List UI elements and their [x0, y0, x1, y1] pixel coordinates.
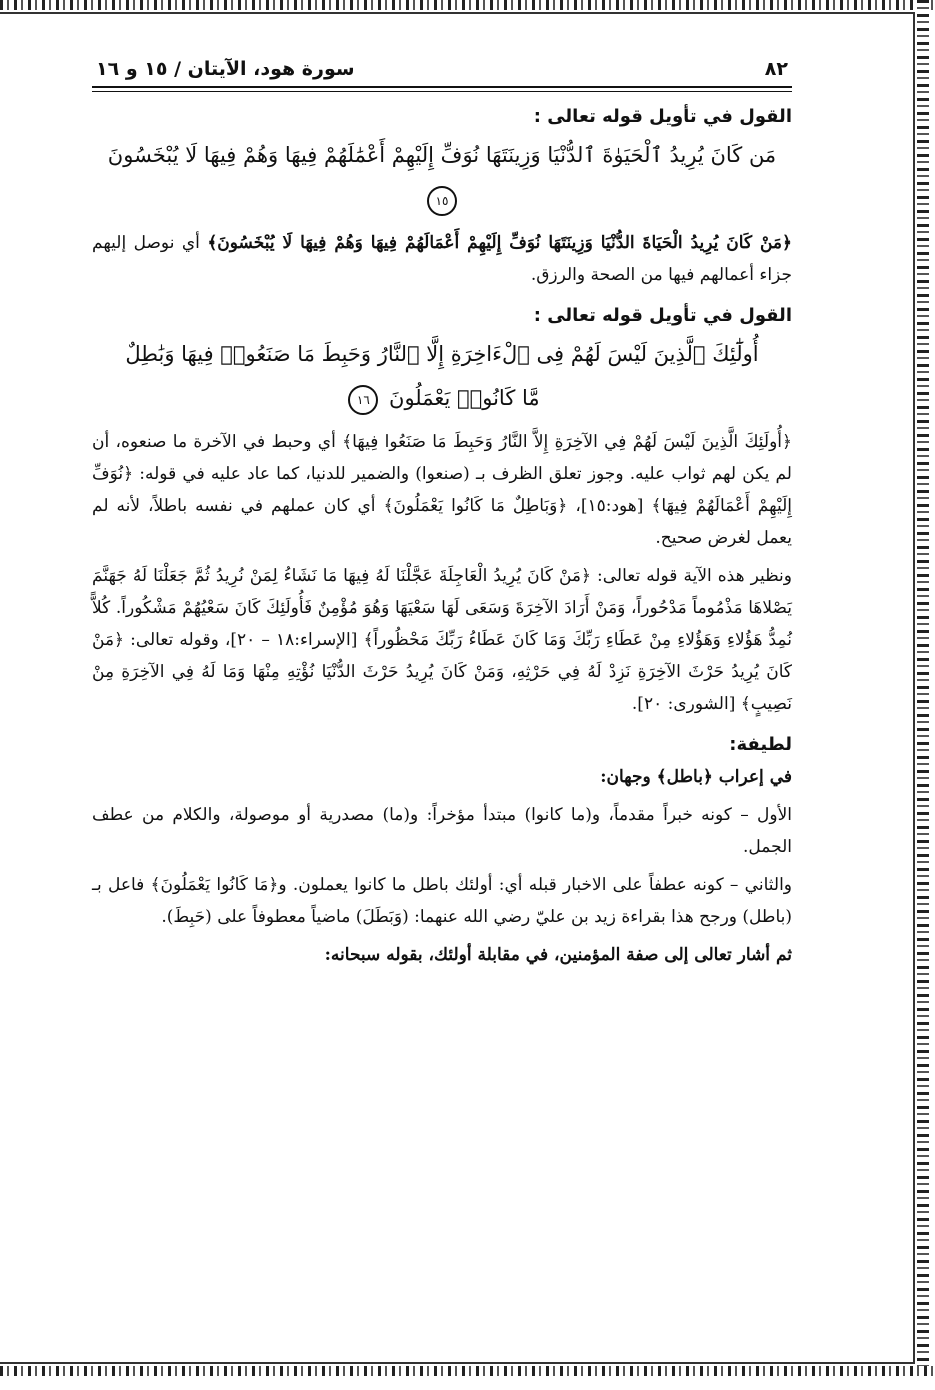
verse-line: أُولَٰٓئِكَ ٱلَّذِينَ لَيْسَ لَهُمْ فِى ٱلْءَاخِرَةِ إِلَّا ٱلنَّارُ وَحَبِطَ مَا صَنَعُوا۟ فِيهَا وَبَٰطِلٌ [125, 342, 759, 366]
page-number: ٨٢ [764, 58, 788, 80]
page-header [92, 58, 792, 88]
border-top-line [0, 12, 915, 14]
latifa-first: الأول – كونه خبراً مقدماً، و(ما كانوا) مبتدأ مؤخراً: و(ما) مصدرية أو موصولة، والكلام من عطف الجمل. [92, 805, 792, 857]
header-rule [92, 91, 792, 92]
latifa-second: والثاني – كونه عطفاً على الاخبار قبله أي: أولئك باطل ما كانوا يعملون. و﴿مَا كَانُوا يَعْمَلُونَ﴾ فاعل بـ (باطل) ورجح هذا بقراءة زيد بن عليّ رضي الله عنهما: (وَبَطَلَ) ماضياً معطوفاً على (حَبِطَ). [92, 875, 792, 927]
border-top-ornament [0, 0, 935, 10]
commentary-text: أي نوصل إليهم جزاء أعمالهم فيها من الصحة والرزق. [92, 233, 792, 285]
border-bottom-line [0, 1362, 915, 1364]
quoted-verse: ﴿مَنْ كَانَ يُرِيدُ الْحَيَاةَ الدُّنْيَا وَزِينَتَهَا نُوَفِّ إِلَيْهِمْ أَعْمَالَهُمْ فِيهَا وَهُمْ فِيهَا لَا يُبْخَسُونَ﴾ [207, 233, 792, 253]
section-heading: القول في تأويل قوله تعالى : [533, 106, 792, 127]
border-right-ornament [917, 0, 929, 1370]
running-title: سورة هود، الآيتان / ١٥ و ١٦ [96, 58, 355, 80]
commentary-paragraph: ونظير هذه الآية قوله تعالى: ﴿مَنْ كَانَ يُرِيدُ الْعَاجِلَةَ عَجَّلْنَا لَهُ فِيهَا مَا نَشَاءُ لِمَنْ نُرِيدُ ثُمَّ جَعَلْنَا لَهُ جَهَنَّمَ يَصْلاهَا مَذْمُوماً مَدْحُوراً، وَمَنْ أَرَادَ الآخِرَةَ وَسَعَى لَهَا سَعْيَهَا وَهُوَ مُؤْمِنٌ فَأُولَئِكَ كَانَ سَعْيُهُمْ مَشْكُوراً. كُلاًّ نُمِدُّ هَؤُلاءِ وَهَؤُلاءِ مِنْ عَطَاءِ رَبِّكَ وَمَا كَانَ عَطَاءُ رَبِّكَ مَحْظُوراً﴾ [الإسراء:١٨ – ٢٠]، وقوله تعالى: ﴿مَنْ كَانَ يُرِيدُ حَرْثَ الآخِرَةِ نَزِدْ لَهُ فِي حَرْثِهِ، وَمَنْ كَانَ يُرِيدُ حَرْثَ الدُّنْيَا نُؤْتِهِ مِنْهَا وَمَا لَهُ فِي الآخِرَةِ مِنْ نَصِيبٍ﴾ [الشورى: ٢٠]. [92, 566, 792, 714]
commentary-paragraph: ﴿أُولَئِكَ الَّذِينَ لَيْسَ لَهُمْ فِي الآخِرَةِ إِلاَّ النَّارُ وَحَبِطَ مَا صَنَعُوا فِيهَا﴾ أي وحبط في الآخرة ما صنعوه، أن لم يكن لهم ثواب عليه. وجوز تعلق الظرف بـ (صنعوا) والضمير للدنيا، كما عاد عليه في قوله: ﴿نُوَفِّ إِلَيْهِمْ أَعْمَالَهُمْ فِيهَا﴾ [هود:١٥]، ﴿وَبَاطِلٌ مَا كَانُوا يَعْمَلُونَ﴾ أي كان عملهم في نفسه باطلاً، لأنه لم يعمل لغرض صحيح. [92, 432, 792, 548]
border-right-line [913, 12, 915, 1364]
border-bottom-ornament [0, 1366, 935, 1376]
closing-line: ثم أشار تعالى إلى صفة المؤمنين، في مقابلة أولئك، بقوله سبحانه: [324, 945, 792, 965]
page-content [92, 58, 792, 977]
verse-number-badge: ١٥ [427, 186, 457, 216]
latifa-heading: لطيفة: [729, 734, 792, 755]
quran-verse [92, 332, 792, 420]
quran-verse [92, 133, 792, 221]
verse-text: مَن كَانَ يُرِيدُ ٱلْحَيَوٰةَ ٱلدُّنْيَا وَزِينَتَهَا نُوَفِّ إِلَيْهِمْ أَعْمَٰلَهُمْ فِيهَا وَهُمْ فِيهَا لَا يُبْخَسُونَ [107, 143, 777, 167]
verse-line [92, 376, 792, 420]
verse-text: مَّا كَانُوا۟ يَعْمَلُونَ [389, 386, 540, 410]
latifa-intro: في إعراب ﴿باطل﴾ وجهان: [600, 767, 792, 787]
section-heading: القول في تأويل قوله تعالى : [533, 305, 792, 326]
verse-number-badge: ١٦ [348, 385, 378, 415]
commentary-paragraph [92, 227, 792, 291]
